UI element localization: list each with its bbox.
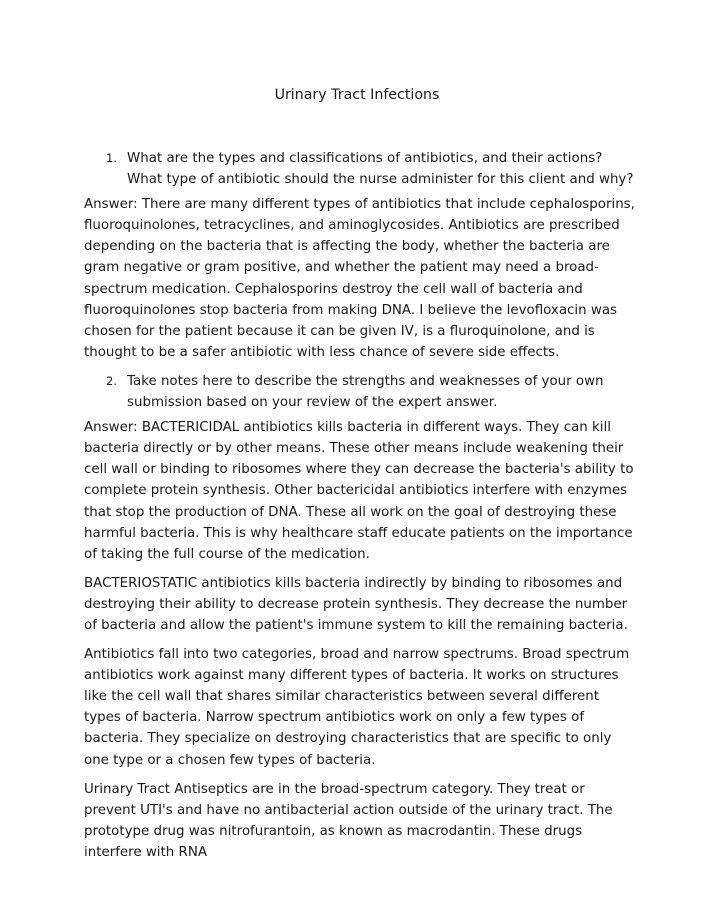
question-2-number: 2. — [106, 373, 117, 388]
question-2 — [84, 371, 636, 413]
paragraph-bacteriostatic: BACTERIOSTATIC antibiotics kills bacteria indirectly by binding to ribosomes and destroying their ability to decrease protein synthesis. They decrease the number of bacteria and allow the patient's immune system to kill the remaining bacteria. — [84, 575, 628, 633]
question-1-number: 1. — [106, 151, 117, 165]
answer-1: Answer: There are many different types of antibiotics that include cephalosporins, fluoroquinolones, tetracyclines, and aminoglycosides. Antibiotics are prescribed depending on the bacteria that is affecting the body, whether the bacteria are gram negative or gram positive, and whether the patient may need a broad-spectrum medication. Cephalosporins destroy the cell wall of bacteria and fluoroquinolones stop bacteria from making DNA. I believe the levofloxacin was chosen for the patient because it can be given IV, is a fluroquinolone, and is thought to be a safer antibiotic with less chance of severe side effects. — [84, 197, 635, 360]
question-1 — [84, 148, 636, 190]
paragraph-spectrum: Antibiotics fall into two categories, broad and narrow spectrums. Broad spectrum antibiotics work against many different types of bacteria. It works on structures like the cell wall that shares similar characteristics between several different types of bacteria. Narrow spectrum antibiotics work on only a few types of bacteria. They specialize on destroying characteristics that are specific to only one type or a chosen few types of bacteria. — [84, 647, 630, 768]
question-2-text: Take notes here to describe the strengths and weaknesses of your own submission based on your review of the expert answer. — [127, 373, 604, 411]
question-1-text: What are the types and classifications of antibiotics, and their actions? What type of antibiotic should the nurse administer for this client and why? — [127, 151, 634, 188]
answer-2: Answer: BACTERICIDAL antibiotics kills bacteria in different ways. They can kill bacteria directly or by other means. These other means include weakening their cell wall or binding to ribosomes where they can decrease the bacteria's ability to complete protein synthesis. Other bactericidal antibiotics interfere with enzymes that stop the production of DNA. These all work on the goal of destroying these harmful bacteria. This is why healthcare staff educate patients on the importance of taking the full course of the medication. — [84, 420, 634, 562]
paragraph-antiseptics: Urinary Tract Antiseptics are in the broad-spectrum category. They treat or prevent UTI's and have no antibacterial action outside of the urinary tract. The prototype drug was nitrofurantoin, as known as macrodantin. These drugs interfere with RNA — [84, 781, 613, 860]
document-title: Urinary Tract Infections — [274, 87, 440, 103]
document-body — [84, 148, 636, 871]
